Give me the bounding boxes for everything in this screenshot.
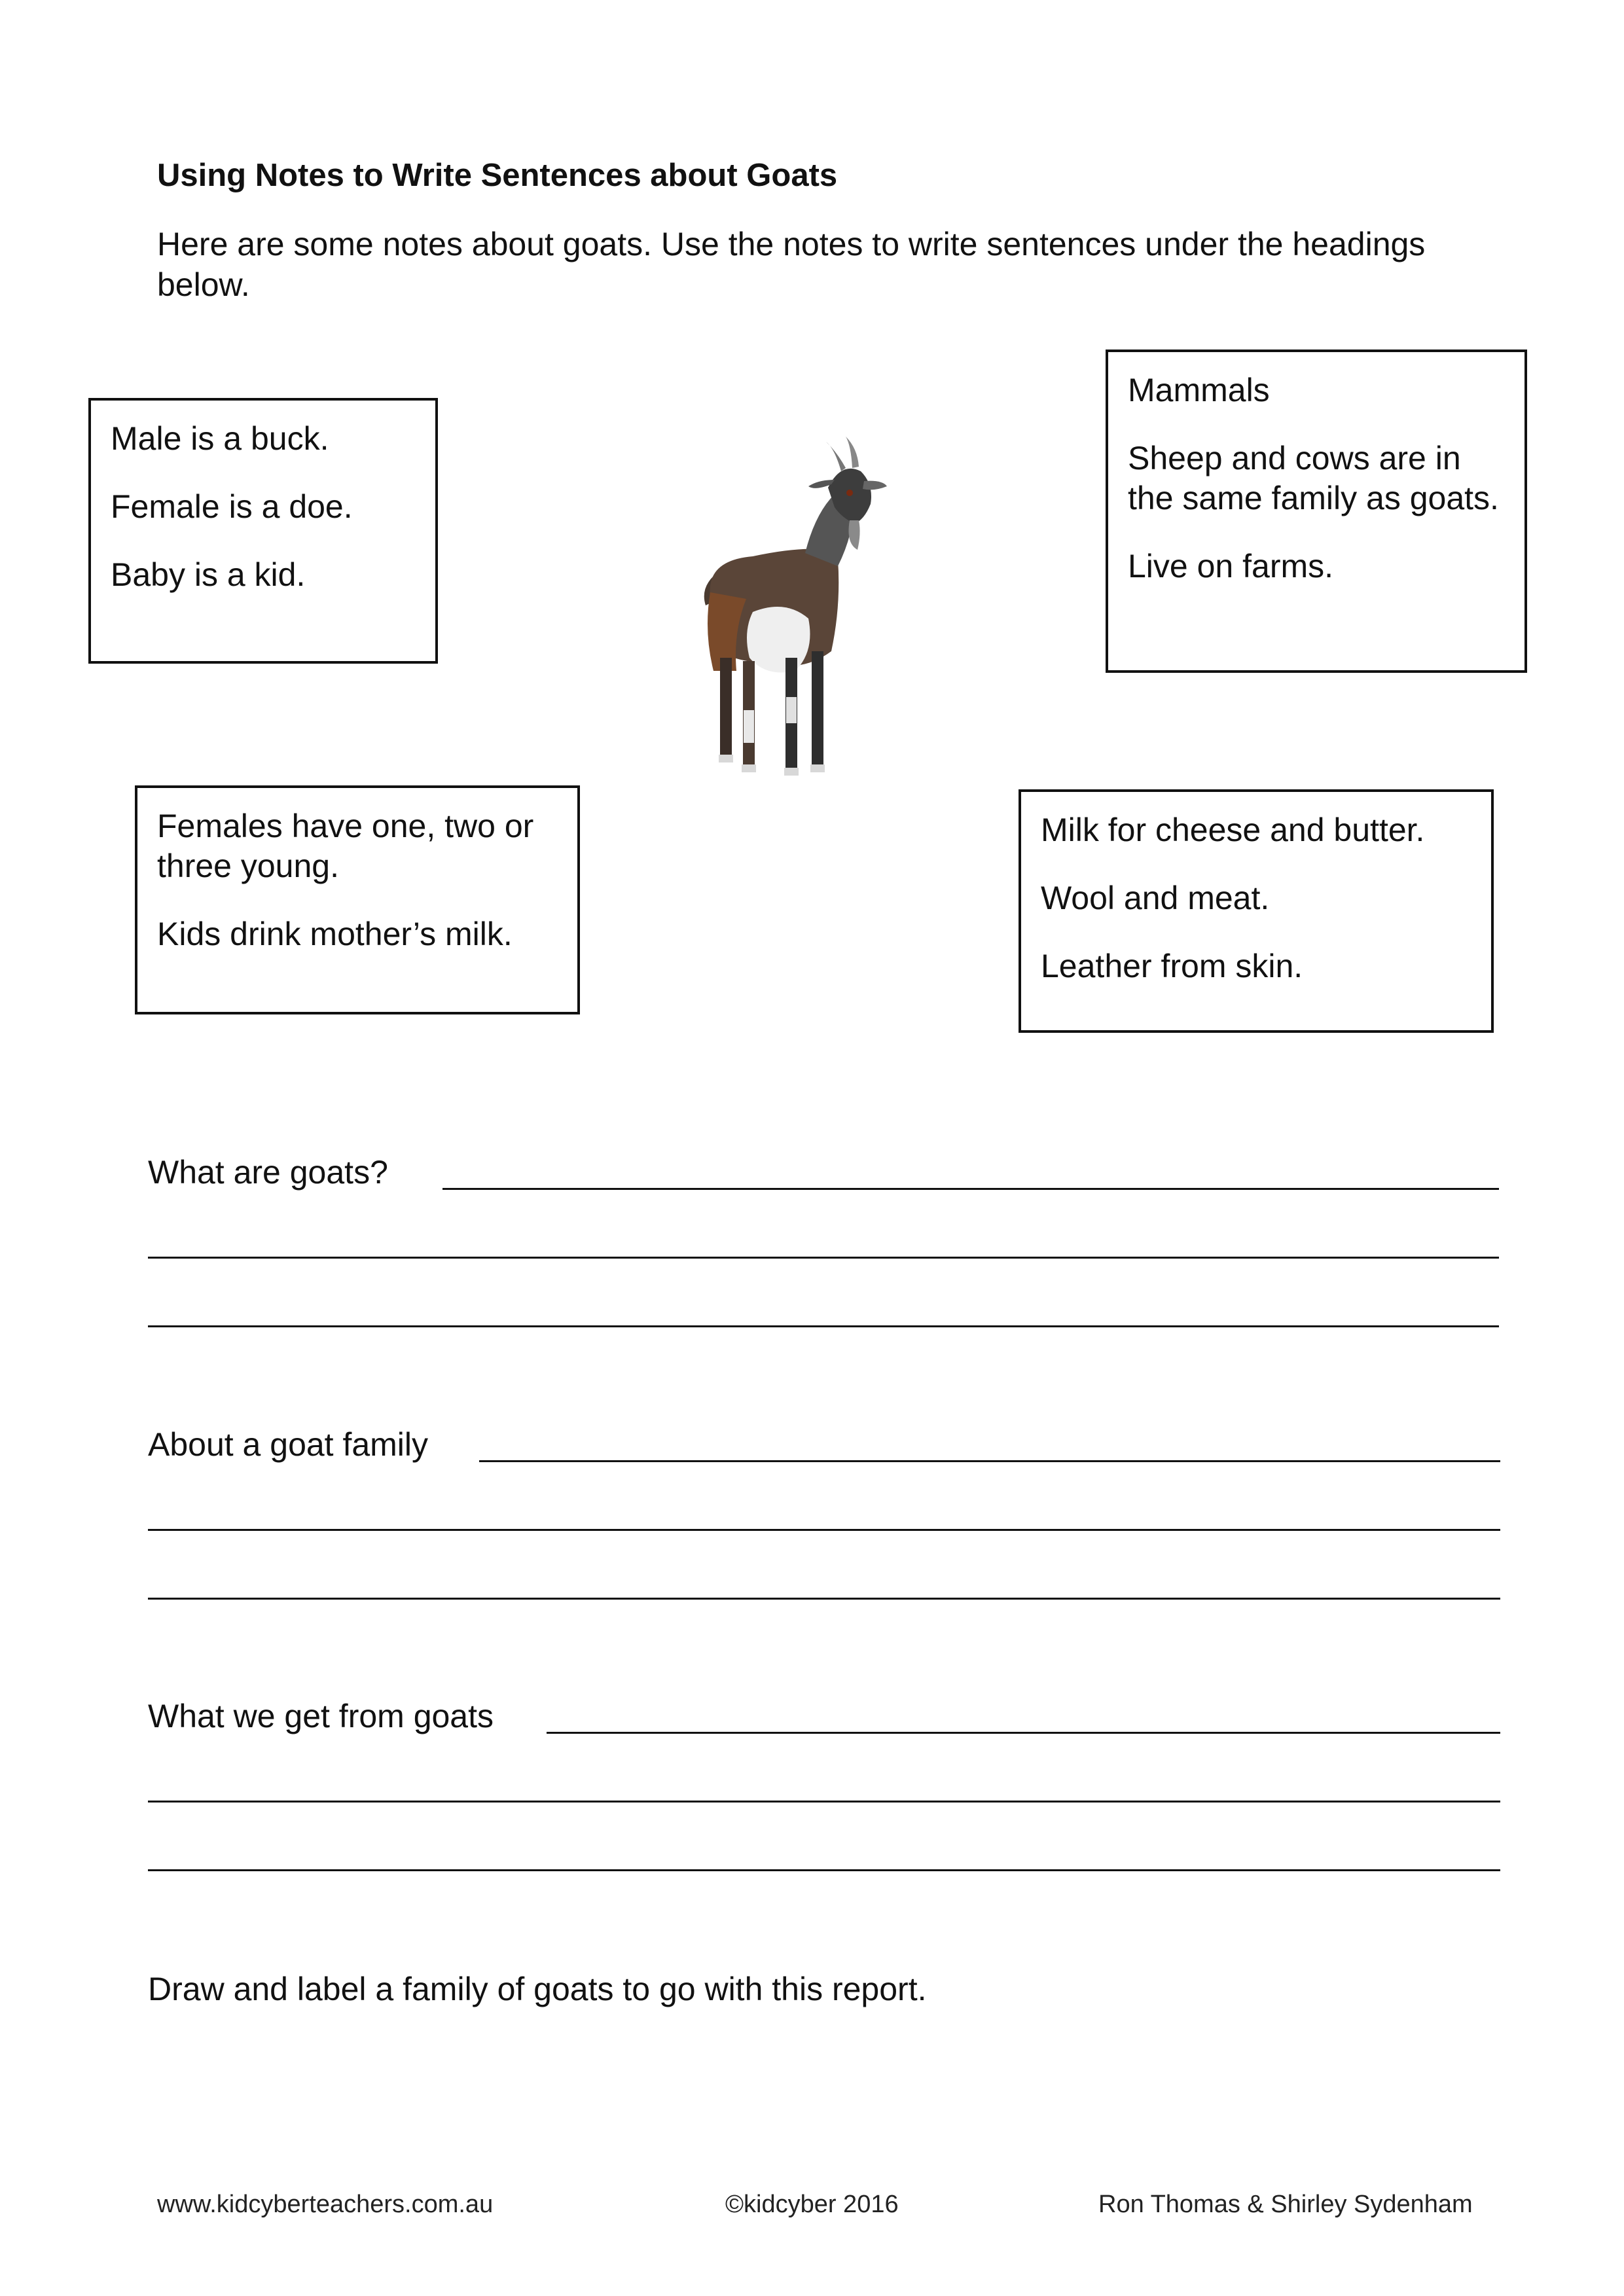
note-line: Female is a doe. — [111, 488, 353, 525]
question-goat-family: About a goat family — [148, 1426, 429, 1463]
drawing-instruction: Draw and label a family of goats to go with this report. — [148, 1971, 927, 2007]
note-line: Baby is a kid. — [111, 556, 306, 593]
note-line: Wool and meat. — [1041, 880, 1270, 916]
answer-line[interactable] — [479, 1460, 1500, 1462]
answer-line[interactable] — [148, 1598, 1500, 1600]
answer-line[interactable] — [442, 1188, 1499, 1190]
worksheet-title: Using Notes to Write Sentences about Goats — [157, 158, 838, 193]
note-box-names — [88, 398, 438, 664]
note-line: Mammals — [1128, 372, 1270, 408]
note-box-products — [1019, 789, 1494, 1033]
footer-authors: Ron Thomas & Shirley Sydenham — [1098, 2191, 1473, 2218]
note-line: Kids drink mother’s milk. — [157, 916, 513, 952]
answer-line[interactable] — [547, 1732, 1500, 1734]
note-line: Sheep and cows are in the same family as goats. — [1128, 440, 1499, 516]
footer-copyright: ©kidcyber 2016 — [725, 2191, 899, 2218]
note-box-mammals — [1106, 350, 1527, 673]
note-line: Male is a buck. — [111, 420, 329, 457]
answer-line[interactable] — [148, 1325, 1499, 1327]
answer-line[interactable] — [148, 1801, 1500, 1803]
note-box-young — [135, 785, 580, 1014]
footer-website: www.kidcyberteachers.com.au — [157, 2191, 494, 2218]
answer-line[interactable] — [148, 1869, 1500, 1871]
note-line: Live on farms. — [1128, 548, 1334, 584]
note-line: Milk for cheese and butter. — [1041, 812, 1425, 848]
note-line: Leather from skin. — [1041, 948, 1303, 984]
question-what-we-get: What we get from goats — [148, 1698, 494, 1734]
intro-text: Here are some notes about goats. Use the notes to write sentences under the headings below. — [157, 226, 1426, 303]
note-line: Females have one, two or three young. — [157, 808, 534, 884]
question-what-are-goats: What are goats? — [148, 1154, 388, 1191]
answer-line[interactable] — [148, 1529, 1500, 1531]
answer-line[interactable] — [148, 1257, 1499, 1259]
goat-image — [674, 435, 897, 782]
